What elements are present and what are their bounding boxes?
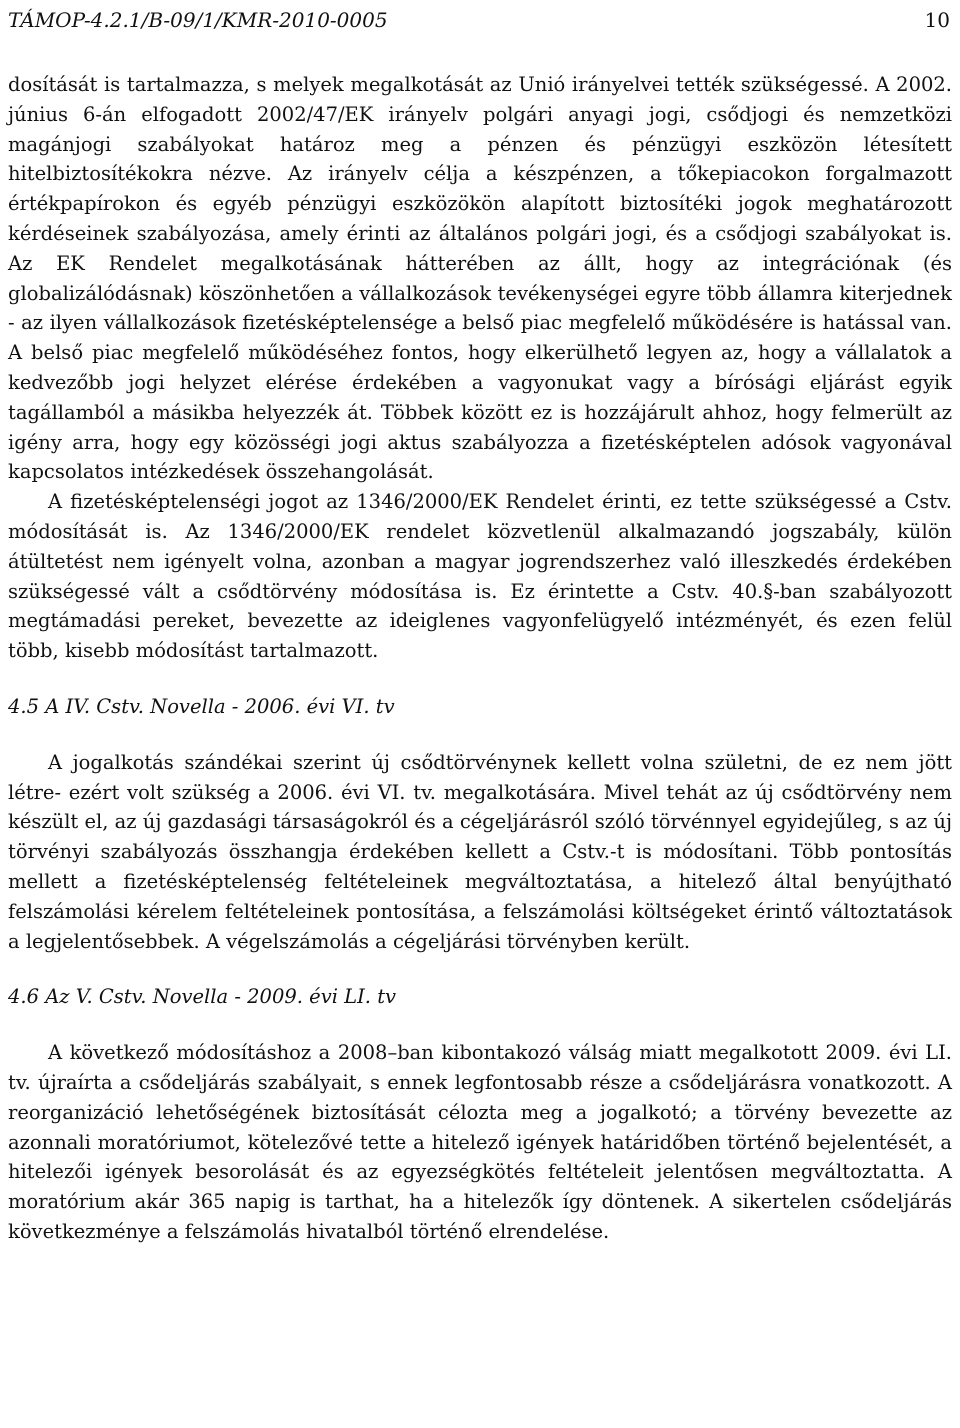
project-code: TÁMOP-4.2.1/B-09/1/KMR-2010-0005 [8,8,388,32]
section-heading-4-5: 4.5 A IV. Cstv. Novella - 2006. évi VI. tv [8,694,395,718]
paragraph-eu-directives: dosítását is tartalmazza, s melyek megalkotását az Unió irányelvei tették szükségessé. A 2002. június 6-án elfogadott 2002/47/EK irányelv polgári anyagi jogi, csődjogi és nemzetközi magánjogi szabályokat határoz meg a pénzen és pénzügyi eszközön létesített hitelbiztosítékokra nézve. Az irányelv célja a készpénzen, a tőkepiacokon forgalmazott értékpapírokon és egyéb pénzügyi eszközökön alapított biztosítéki jogok meghatározott kérdéseinek szabályozása, amely érinti az általános polgári jogi, és a csődjogi szabályokat is. Az EK Rendelet megalkotásának hátterében az állt, hogy az integrációnak (és globalizálódásnak) köszönhetően a vállalkozások tevékenységei egyre több államra kiterjednek - az ilyen vállalkozások fizetésképtelensége a belső piac megfelelő működésére is hatással van. A belső piac megfelelő működéséhez fontos, hogy elkerülhető legyen az, hogy a vállalatok a kedvezőbb jogi helyzet elérése érdekében a vagyonukat vagy a bírósági eljárást egyik tagállamból a másikba helyezzék át. Többek között ez is hozzájárult ahhoz, hogy felmerült az igény arra, hogy egy közösségi jogi aktus szabályozza a fizetésképtelen adósok vagyonával kapcsolatos intézkedések összehangolását. [8,73,952,484]
paragraph-novella-2009: A következő módosításhoz a 2008–ban kibontakozó válság miatt megalkotott 2009. évi LI. tv. újraírta a csődeljárás szabályait, s ennek legfontosabb része a csődeljárásra vonatkozott. A reorganizáció lehetőségének biztosítását célozta meg a jogalkotó; a törvény bevezette az azonnali moratóriumot, kötelezővé tette a hitelező igények határidőben történő bejelentését, a hitelezői igények besorolását és az egyezségkötés feltételeit jelentősen megváltoztatta. A moratórium akár 365 napig is tarthat, ha a hitelezők így döntenek. A sikertelen csődeljárás következménye a felszámolás hivatalból történő elrendelése. [8,1041,952,1243]
paragraph-insolvency-regulation: A fizetésképtelenségi jogot az 1346/2000/EK Rendelet érinti, ez tette szükségessé a Cstv. módosítását is. Az 1346/2000/EK rendelet közvetlenül alkalmazandó jogszabály, külön átültetést nem igényelt volna, azonban a magyar jogrendszerhez való illeszkedés érdekében szükségessé vált a csődtörvény módosítása is. Ez érintette a Cstv. 40.§-ban szabályozott megtámadási pereket, bevezette az ideiglenes vagyonfelügyelő intézményét, és ezen felül több, kisebb módosítást tartalmazott. [8,490,952,663]
paragraph-novella-2006: A jogalkotás szándékai szerint új csődtörvénynek kellett volna születni, de ez nem jött létre- ezért volt szükség a 2006. évi VI. tv. megalkotására. Mivel tehát az új csődtörvény nem készült el, az új gazdasági társaságokról és a cégeljárásról szóló törvénnyel egyidejűleg, s az új törvényi szabályozás összhangja érdekében kellett a Cstv.-t is módosítani. Több pontosítás mellett a fizetésképtelenség feltételeinek megváltoztatása, a hitelező által benyújtható felszámolási kérelem feltételeinek pontosítása, a felszámolási költségeket érintő változtatások a legjelentősebbek. A végelszámolás a cégeljárási törvényben került. [8,750,952,953]
page-header [8,2,950,38]
section-heading-4-6: 4.6 Az V. Cstv. Novella - 2009. évi LI. tv [8,985,397,1009]
document-body [8,70,952,1247]
page-number: 10 [924,8,950,32]
